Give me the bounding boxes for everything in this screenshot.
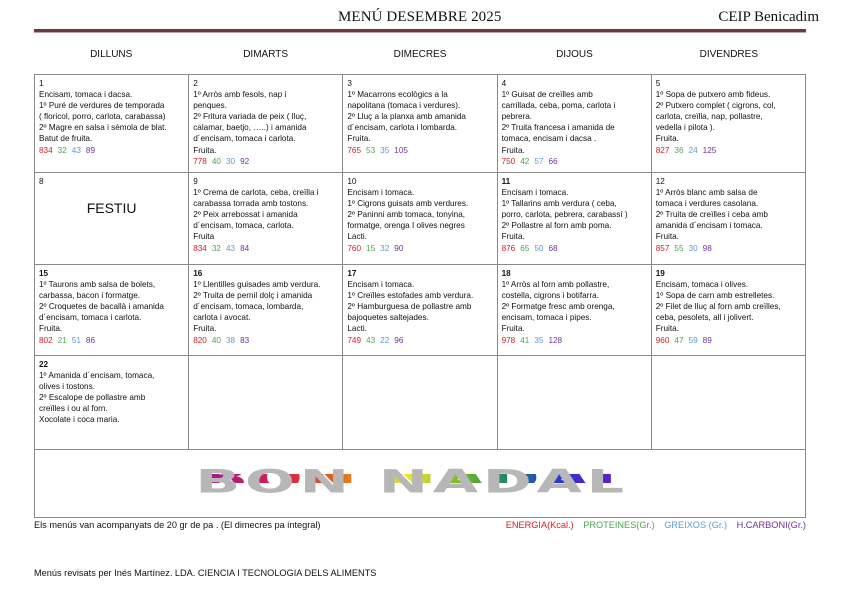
protein-value: 43: [366, 335, 376, 345]
day-cell: [35, 265, 189, 356]
menu-line: vedella i pilota ).: [655, 123, 715, 133]
day-cell: [343, 75, 497, 173]
menu-line: encisam, tomaca i pipes.: [501, 313, 592, 323]
menu-line: 1º Arròs blanc amb salsa de: [655, 188, 758, 198]
menu-line: Batut de fruita.: [39, 134, 93, 144]
menu-line: 2º Truita de pernil dolç i amanida: [193, 291, 313, 301]
energy-value: 827: [655, 145, 670, 155]
protein-value: 40: [211, 156, 221, 166]
fat-value: 35: [534, 335, 544, 345]
menu-line: 1º Amanida d´encisam, tomaca,: [39, 371, 155, 381]
day-cell: [343, 265, 497, 356]
nutrition-legend: [499, 520, 806, 530]
menu-line: Fruita.: [501, 324, 525, 334]
day-number: 4: [501, 79, 507, 88]
nutrition-values: [502, 335, 647, 346]
menu-line: carrillada, ceba, poma, carlota i: [501, 101, 616, 111]
protein-value: 36: [674, 145, 684, 155]
day-number: 16: [193, 269, 203, 278]
day-number: 18: [501, 269, 511, 278]
fat-value: 43: [71, 145, 81, 155]
menu-line: 2º Fritura variada de peix ( lluç,: [193, 112, 307, 122]
menu-line: Encisam i tomaca.: [347, 280, 415, 290]
weekday-wednesday: DIMECRES: [393, 49, 447, 60]
day-cell: [343, 356, 497, 450]
nutrition-values: [656, 243, 801, 254]
menu-line: carabassa torrada amb tostons.: [193, 199, 309, 209]
menu-line: Fruita.: [655, 232, 679, 242]
nutrition-values: [347, 243, 492, 254]
banner-row: [35, 450, 806, 518]
menu-line: 1º Arròs al forn amb pollastre,: [501, 280, 610, 290]
nutrition-values: [39, 335, 184, 346]
protein-value: 32: [57, 145, 67, 155]
weekday-headers: [34, 49, 806, 60]
nutrition-values: [193, 243, 338, 254]
day-number: 15: [39, 269, 49, 278]
day-cell: [497, 75, 651, 173]
energy-value: 749: [347, 335, 362, 345]
menu-line: Encisam i tomaca.: [501, 188, 569, 198]
week-row: [35, 75, 806, 173]
menu-line: Encisam, tomaca i dacsa.: [39, 90, 133, 100]
energy-value: 802: [39, 335, 53, 345]
fat-value: 22: [380, 335, 390, 345]
menu-line: napolitana (tomaca i verdures).: [347, 101, 461, 111]
carbs-value: 68: [548, 243, 558, 253]
nutrition-values: [347, 335, 492, 346]
menu-line: 2º Truita francesa i amanida de: [501, 123, 615, 133]
menu-line: Encisam i tomaca.: [347, 188, 415, 198]
menu-line: 2º Lluç a la planxa amb amanida: [347, 112, 466, 122]
weekday-friday: DIVENDRES: [699, 49, 758, 60]
energy-value: 778: [193, 156, 207, 166]
nutrition-values: [656, 335, 801, 346]
day-number: 22: [39, 360, 49, 369]
bon-nadal-wordart: BON NADAL: [203, 459, 637, 497]
menu-line: Lacti.: [347, 324, 367, 334]
day-number: 2: [193, 79, 198, 88]
menu-line: Lacti.: [347, 232, 367, 242]
carbs-value: 98: [702, 243, 712, 253]
menu-line: 1º Sopa de carn amb estrelletes.: [655, 291, 775, 301]
carbs-value: 90: [394, 243, 404, 253]
menu-line: amanida d´encisam i tomaca.: [655, 221, 763, 231]
menu-line: Fruita.: [501, 232, 525, 242]
fat-value: 57: [534, 156, 544, 166]
week-row: [35, 173, 806, 265]
menu-line: 2º Putxero complet ( cigrons, col,: [655, 101, 776, 111]
carbs-value: 84: [240, 243, 250, 253]
menu-line: Fruita.: [501, 145, 525, 155]
carbs-value: 66: [548, 156, 558, 166]
menu-line: 1º Cigrons guisats amb verdures.: [347, 199, 469, 209]
nutrition-values: [656, 145, 801, 156]
menu-line: d´encisam, tomaca i carlota.: [39, 313, 142, 323]
carbs-value: 86: [85, 335, 95, 345]
day-cell: [189, 356, 343, 450]
menu-calendar: [34, 74, 806, 518]
fat-value: 59: [688, 335, 698, 345]
menu-line: Encisam, tomaca i olives.: [655, 280, 749, 290]
holiday-label: FESTIU: [86, 200, 137, 217]
legend-carbs: H.CARBONI(Gr.): [736, 520, 806, 530]
menu-line: 2º Croquetes de bacallà i amanida: [39, 302, 164, 312]
menu-line: Fruita.: [347, 134, 371, 144]
day-cell: [35, 173, 189, 265]
nutrition-values: [39, 145, 184, 156]
menu-line: tomaca, encisam i dacsa .: [501, 134, 597, 144]
christmas-banner: [203, 459, 637, 497]
weekday-tuesday: DIMARTS: [243, 49, 289, 60]
header-rule-thin: [34, 32, 806, 33]
menu-line: d´encisam, tomaca, lombarda,: [193, 302, 304, 312]
legend-protein: PROTEINES(Gr.): [583, 520, 655, 530]
menu-line: 2º Formatge fresc amb orenga,: [501, 302, 615, 312]
day-cell: [651, 356, 805, 450]
menu-line: ( floricol, porro, carlota, carabassa): [39, 112, 166, 122]
day-cell: [497, 265, 651, 356]
carbs-value: 125: [702, 145, 717, 155]
menu-line: 1º Sopa de putxero amb fideus.: [655, 90, 771, 100]
weekday-thursday: DIJOUS: [556, 49, 593, 60]
carbs-value: 92: [240, 156, 250, 166]
menu-line: pebrera.: [501, 112, 533, 122]
menu-line: 1º Tallarins amb verdura ( ceba,: [501, 199, 617, 209]
menu-line: Fruita.: [193, 145, 217, 155]
fat-value: 51: [71, 335, 81, 345]
menu-line: d´encisam, carlota i lombarda.: [347, 123, 458, 133]
bread-note: Els menús van acompanyats de 20 gr de pa . (El dimecres pa integral): [34, 520, 321, 530]
protein-value: 41: [520, 335, 530, 345]
week-row: [35, 265, 806, 356]
protein-value: 21: [57, 335, 67, 345]
day-cell: [343, 173, 497, 265]
menu-line: 1º Guisat de creïlles amb: [501, 90, 593, 100]
day-cell: [189, 173, 343, 265]
fat-value: 38: [225, 335, 236, 345]
protein-value: 40: [211, 335, 221, 345]
page-title: MENÚ DESEMBRE 2025: [338, 9, 502, 25]
menu-line: porro, carlota, pebrera, carabassí ): [501, 210, 628, 220]
menu-line: Fruita.: [655, 324, 679, 334]
banner-cell: [35, 450, 806, 518]
protein-value: 55: [674, 243, 684, 253]
menu-line: Fruita.: [39, 324, 63, 334]
menu-line: 2º Paninni amb tomaca, tonyina,: [347, 210, 466, 220]
menu-line: 1º Arròs amb fesols, nap i: [193, 90, 287, 100]
energy-value: 857: [655, 243, 670, 253]
fat-value: 35: [380, 145, 390, 155]
protein-value: 42: [520, 156, 530, 166]
protein-value: 15: [366, 243, 376, 253]
energy-value: 760: [347, 243, 362, 253]
day-cell: [189, 265, 343, 356]
menu-line: Fruita.: [193, 324, 217, 334]
day-number: 8: [39, 177, 44, 186]
reviewer-credit: Menús revisats per Inés Martínez. LDA. CIENCIA I TECNOLOGIA DELS ALIMENTS: [34, 568, 377, 578]
menu-line: Fruita.: [655, 134, 679, 144]
nutrition-values: [347, 145, 492, 156]
energy-value: 765: [347, 145, 362, 155]
fat-value: 24: [688, 145, 698, 155]
menu-line: costella, cigrons i botifarra.: [501, 291, 599, 301]
menu-line: 2º Hamburguesa de pollastre amb: [347, 302, 472, 312]
menu-line: 2º Peix arrebossat i amanida: [193, 210, 298, 220]
menu-line: 2º Magre en salsa i sèmola de blat.: [39, 123, 167, 133]
menu-line: 1º Creïlles estofades amb verdura.: [347, 291, 474, 301]
menu-line: 1º Crema de carlota, ceba, creïlla i: [193, 188, 319, 198]
menu-line: calamar, baetjo, …..) i amanida: [193, 123, 307, 133]
menu-line: carbassa, bacon i formatge.: [39, 291, 141, 301]
school-name: CEIP Benicadim: [718, 9, 819, 25]
menu-line: 2º Pollastre al forn amb poma.: [501, 221, 612, 231]
carbs-value: 89: [85, 145, 95, 155]
day-cell: [35, 356, 189, 450]
energy-value: 820: [193, 335, 207, 345]
energy-value: 750: [501, 156, 516, 166]
day-cell: [497, 356, 651, 450]
day-number: 1: [39, 79, 44, 88]
menu-line: Xocolate i coca maria.: [39, 415, 120, 425]
day-cell: [189, 75, 343, 173]
day-cell: [497, 173, 651, 265]
nutrition-values: [193, 156, 338, 167]
menu-line: 2º Truita de creïlles i ceba amb: [655, 210, 768, 220]
carbs-value: 83: [240, 335, 250, 345]
menu-line: Fruita: [193, 232, 215, 242]
weekday-monday: DILLUNS: [90, 49, 133, 60]
day-number: 5: [655, 79, 661, 88]
energy-value: 834: [39, 145, 53, 155]
nutrition-values: [193, 335, 338, 346]
protein-value: 53: [366, 145, 376, 155]
day-number: 11: [501, 177, 511, 186]
menu-line: bajoquetes saltejades.: [347, 313, 429, 323]
carbs-value: 105: [394, 145, 408, 155]
menu-line: ceba, pesolets, all i jolivert.: [655, 313, 754, 323]
day-cell: [651, 75, 805, 173]
menu-line: formatge, orenga I olives negres: [347, 221, 465, 231]
nutrition-values: [502, 243, 647, 254]
menu-line: tomaca i verdures casolana.: [655, 199, 759, 209]
protein-value: 47: [674, 335, 684, 345]
day-number: 19: [655, 269, 665, 278]
legend-energy: ENERGIA(Kcal.): [505, 520, 574, 530]
menu-line: d´encisam, tomaca, carlota.: [193, 221, 294, 231]
menu-line: 1º Macarrons ecològics a la: [347, 90, 448, 100]
fat-value: 43: [225, 243, 236, 253]
fat-value: 30: [688, 243, 698, 253]
legend-fat: GREIXOS (Gr.): [664, 520, 728, 530]
carbs-value: 96: [394, 335, 404, 345]
menu-line: 2º Filet de lluç al forn amb creïlles,: [655, 302, 781, 312]
menu-line: penques.: [193, 101, 227, 111]
energy-value: 960: [655, 335, 670, 345]
menu-line: olives i tostons.: [39, 382, 95, 392]
menu-line: 1º Taurons amb salsa de bolets,: [39, 280, 156, 290]
fat-value: 30: [225, 156, 236, 166]
carbs-value: 128: [548, 335, 563, 345]
day-cell: [35, 75, 189, 173]
menu-line: carlota i avocat.: [193, 313, 251, 323]
protein-value: 65: [520, 243, 530, 253]
day-cell: [651, 173, 805, 265]
menu-line: 2º Escalope de pollastre amb: [39, 393, 146, 403]
energy-value: 978: [501, 335, 516, 345]
menu-line: 1º Llentilles guisades amb verdura.: [193, 280, 321, 290]
day-number: 3: [347, 79, 352, 88]
energy-value: 876: [501, 243, 516, 253]
day-number: 17: [347, 269, 357, 278]
protein-value: 32: [211, 243, 221, 253]
menu-line: 1º Puré de verdures de temporada: [39, 101, 165, 111]
week-row: [35, 356, 806, 450]
menu-line: creïlles i ou al forn.: [39, 404, 108, 414]
day-cell: [651, 265, 805, 356]
carbs-value: 89: [702, 335, 712, 345]
nutrition-values: [502, 156, 647, 167]
fat-value: 32: [380, 243, 390, 253]
day-number: 9: [193, 177, 198, 186]
energy-value: 834: [193, 243, 207, 253]
day-number: 12: [655, 177, 665, 186]
menu-line: d´encisam, tomaca i carlota.: [193, 134, 296, 144]
day-number: 10: [347, 177, 357, 186]
fat-value: 50: [534, 243, 544, 253]
menu-line: carlota, creïlla, nap, pollastre,: [655, 112, 763, 122]
